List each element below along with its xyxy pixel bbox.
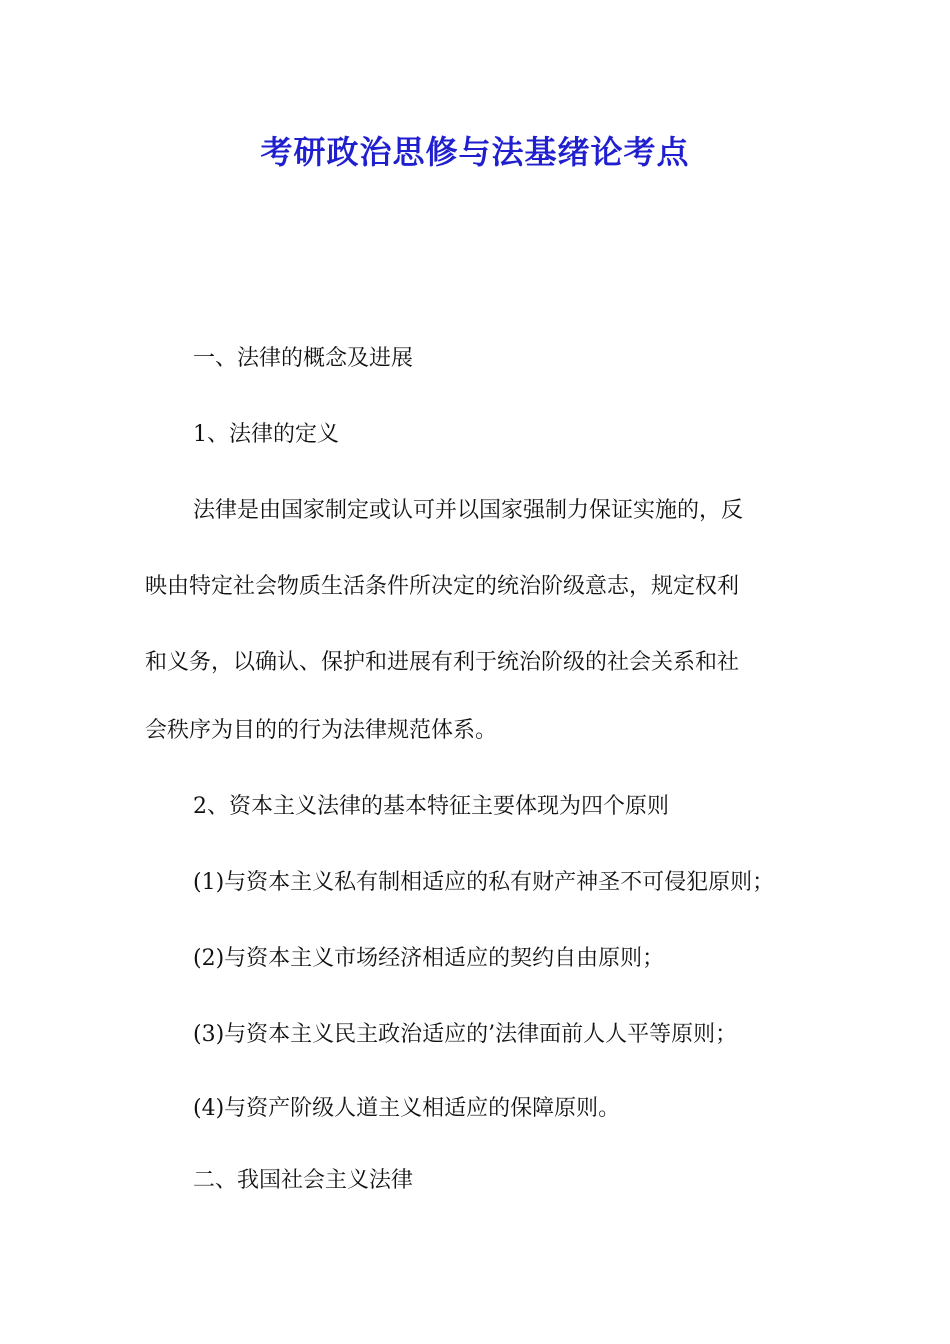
list-item: (1)与资本主义私有制相适应的私有财产神圣不可侵犯原则； — [193, 870, 775, 895]
subsection-heading-2: 2、资本主义法律的基本特征主要体现为四个原则 — [193, 794, 669, 819]
subsection-heading-1: 1、法律的定义 — [193, 422, 339, 447]
paragraph-line: 映由特定社会物质生活条件所决定的统治阶级意志，规定权利 — [145, 574, 740, 599]
list-item: (3)与资本主义民主政治适应的’法律面前人人平等原则； — [193, 1022, 738, 1047]
paragraph-line: 和义务，以确认、保护和进展有利于统治阶级的社会关系和社 — [145, 650, 740, 675]
paragraph-line: 法律是由国家制定或认可并以国家强制力保证实施的，反 — [193, 498, 744, 523]
section-heading-1: 一、法律的概念及进展 — [193, 346, 414, 371]
list-item: (2)与资本主义市场经济相适应的契约自由原则； — [193, 946, 665, 971]
section-heading-2: 二、我国社会主义法律 — [193, 1168, 414, 1193]
document-title: 考研政治思修与法基绪论考点 — [260, 133, 690, 171]
list-item: (4)与资产阶级人道主义相适应的保障原则。 — [193, 1096, 621, 1121]
paragraph-line: 会秩序为目的的行为法律规范体系。 — [145, 718, 498, 743]
